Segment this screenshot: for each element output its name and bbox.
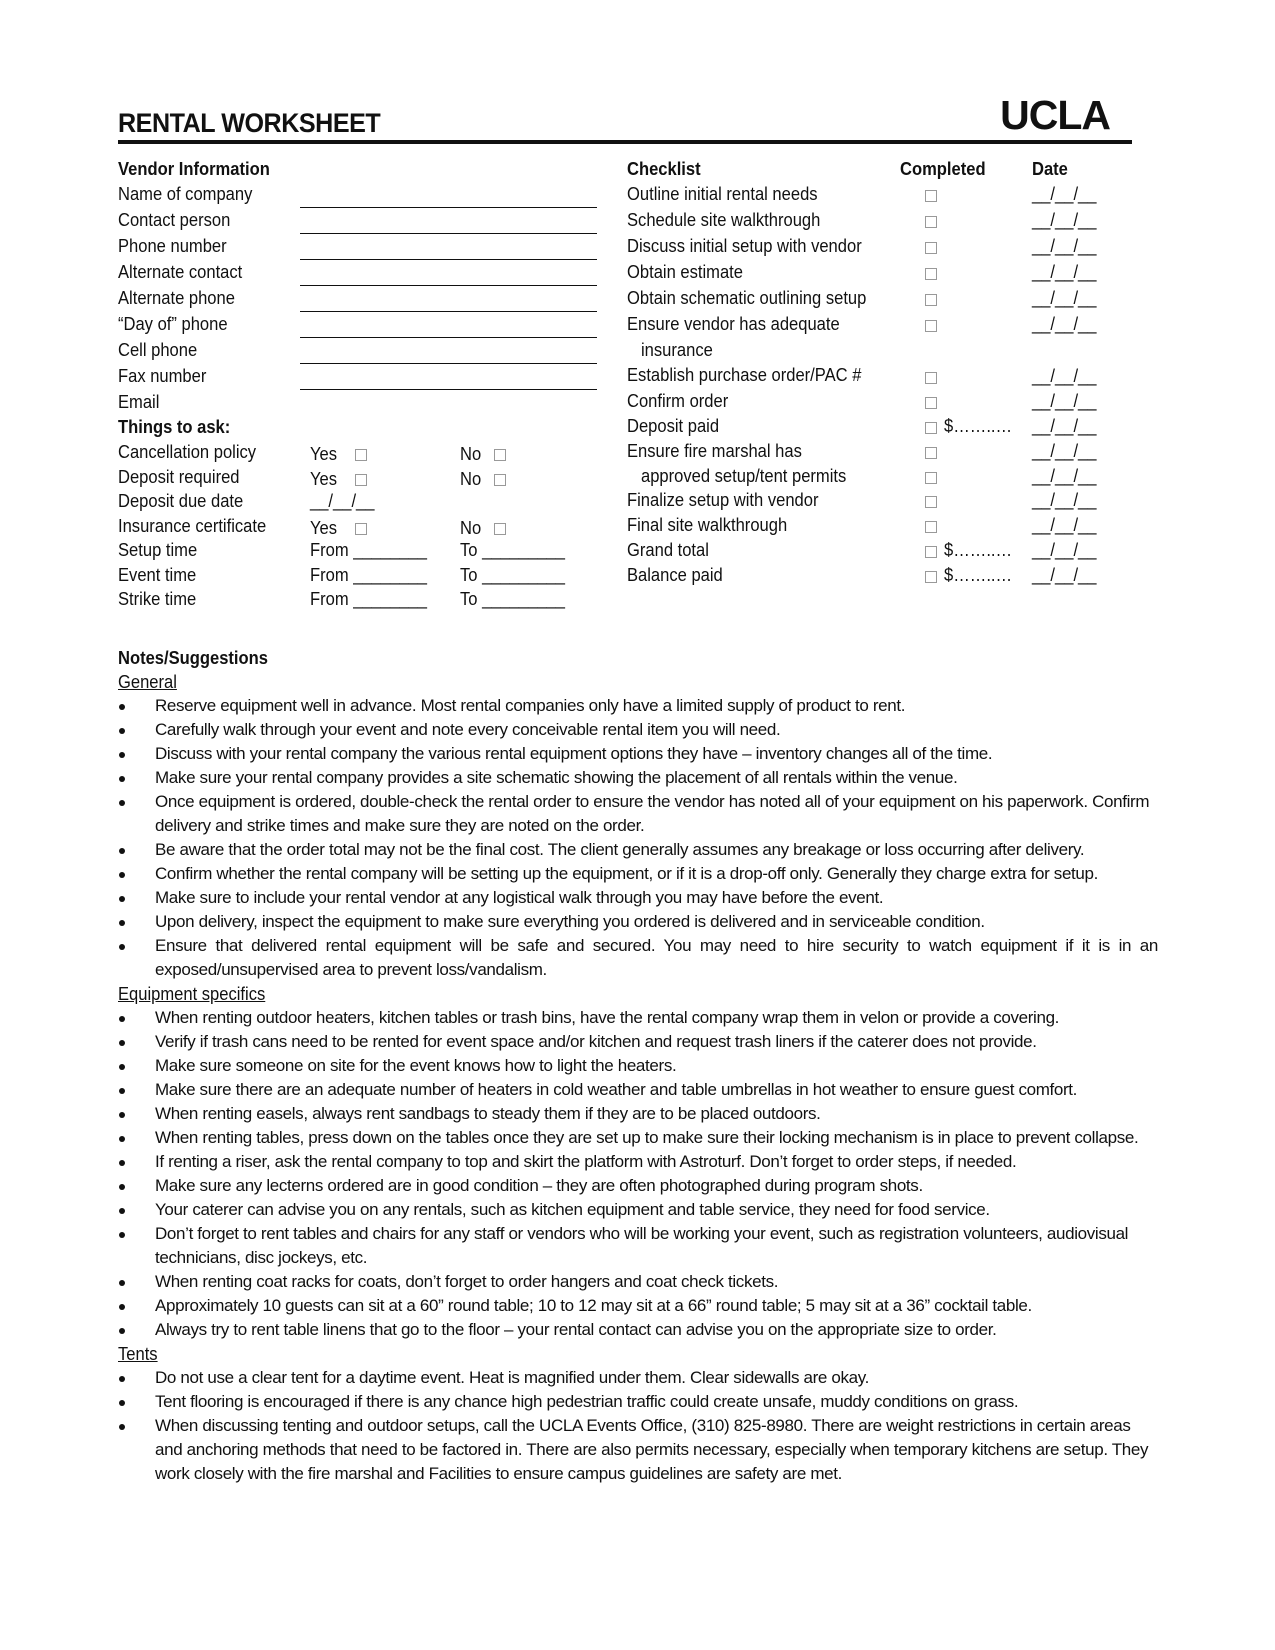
list-item-text: Make sure any lecterns ordered are in good condition – they are often photographed during program shots. (155, 1176, 923, 1195)
deposit-due-date[interactable]: __/__/__ (310, 491, 375, 511)
list-item-text: Confirm whether the rental company will be setting up the equipment, or if it is a drop-off only. Generally they charge extra for setup. (155, 864, 1098, 883)
list-item-text: Upon delivery, inspect the equipment to make sure everything you ordered is delivered and in serviceable condition. (155, 912, 985, 931)
setup-time-from[interactable]: From ________ (310, 540, 427, 560)
deposit-required-label: Deposit required (118, 467, 240, 487)
list-item (118, 862, 1158, 886)
checklist-item-date[interactable]: __/__/__ (1032, 565, 1097, 585)
list-item-text: When renting tables, press down on the tables once they are set up to make sure their locking mechanism is in place to prevent collapse. (155, 1128, 1139, 1147)
checklist-heading: Checklist (627, 159, 701, 179)
event-time-to[interactable]: To _________ (460, 565, 565, 585)
checklist-item-date[interactable]: __/__/__ (1032, 366, 1097, 386)
bullet-icon (119, 1328, 125, 1334)
cancellation-yes-label: Yes (310, 444, 338, 464)
list-item (118, 838, 1158, 862)
list-item-text: Carefully walk through your event and note every conceivable rental item you will need. (155, 720, 781, 739)
checklist-item-date[interactable]: __/__/__ (1032, 288, 1097, 308)
checklist-item-label: Schedule site walkthrough (627, 210, 821, 230)
checklist-item-date[interactable]: __/__/__ (1032, 391, 1097, 411)
checklist-item-checkbox[interactable] (925, 190, 937, 202)
vendor-field-alt-contact[interactable] (300, 285, 597, 286)
vendor-label-alt-contact: Alternate contact (118, 262, 243, 282)
list-item (118, 790, 1158, 838)
checklist-item-date[interactable]: __/__/__ (1032, 466, 1097, 486)
checklist-item-checkbox[interactable] (925, 294, 937, 306)
list-item-text: Be aware that the order total may not be the final cost. The client generally assumes any breakage or loss occurring after delivery. (155, 840, 1085, 859)
checklist-item-checkbox[interactable] (925, 422, 937, 434)
list-item-text: Always try to rent table linens that go to the floor – your rental contact can advise you on the appropriate size to order. (155, 1320, 997, 1339)
bullet-icon (119, 1064, 125, 1070)
list-item (118, 934, 1158, 982)
document-title: RENTAL WORKSHEET (118, 108, 381, 138)
ucla-logo: UCLA (1000, 92, 1110, 138)
list-item-text: Reserve equipment well in advance. Most rental companies only have a limited supply of product to rent. (155, 696, 906, 715)
bullet-icon (119, 1400, 125, 1406)
bullet-icon (119, 1304, 125, 1310)
deposit-required-no-label: No (460, 469, 482, 489)
checklist-item-date[interactable]: __/__/__ (1032, 210, 1097, 230)
cancellation-label: Cancellation policy (118, 442, 257, 462)
cancellation-yes-checkbox[interactable] (355, 449, 367, 461)
bullet-icon (119, 800, 125, 806)
list-item (118, 1006, 1158, 1030)
vendor-field-alt-phone[interactable] (300, 311, 597, 312)
checklist-item-checkbox[interactable] (925, 372, 937, 384)
checklist-item-date[interactable]: __/__/__ (1032, 441, 1097, 461)
event-time-from[interactable]: From ________ (310, 565, 427, 585)
bullet-icon (119, 728, 125, 734)
list-item-text: When discussing tenting and outdoor setups, call the UCLA Events Office, (310) 825-8980. There are weight restrictions in certain areas and anchoring methods that need to be factored in. There are also permits necessary, especially when temporary kitchens are setup. They work closely with the fire marshal and Facilities to ensure campus guidelines are safety are met. (155, 1416, 1149, 1483)
checklist-item-label: Balance paid (627, 565, 723, 585)
vendor-label-phone: Phone number (118, 236, 227, 256)
bullet-icon (119, 1280, 125, 1286)
list-item-text: Make sure your rental company provides a site schematic showing the placement of all rentals within the venue. (155, 768, 958, 787)
deposit-due-label: Deposit due date (118, 491, 244, 511)
bullet-icon (119, 1136, 125, 1142)
checklist-item-label: Ensure vendor has adequate (627, 314, 840, 334)
list-item-text: When renting outdoor heaters, kitchen tables or trash bins, have the rental company wrap them in velon or provide a covering. (155, 1008, 1060, 1027)
checklist-item-label: Establish purchase order/PAC # (627, 365, 862, 385)
notes-section (118, 646, 1158, 1486)
bullet-icon (119, 1232, 125, 1238)
setup-time-label: Setup time (118, 540, 198, 560)
checklist-item-label: Ensure fire marshal has (627, 441, 802, 461)
checklist-item-date[interactable]: __/__/__ (1032, 416, 1097, 436)
checklist-item-label: Obtain schematic outlining setup (627, 288, 867, 308)
vendor-heading: Vendor Information (118, 159, 270, 179)
checklist-item-label: Finalize setup with vendor (627, 490, 819, 510)
checklist-item-checkbox[interactable] (925, 320, 937, 332)
checklist-item-checkbox[interactable] (925, 571, 937, 583)
list-item-text: Once equipment is ordered, double-check the rental order to ensure the vendor has noted all of your equipment on his paperwork. Confirm delivery and strike times and make sure they are noted on the order. (155, 792, 1150, 835)
bullet-icon (119, 1160, 125, 1166)
deposit-required-no-checkbox[interactable] (494, 474, 506, 486)
bullet-icon (119, 896, 125, 902)
list-item (118, 742, 1158, 766)
bullet-icon (119, 704, 125, 710)
checklist-item-label: approved setup/tent permits (641, 466, 847, 486)
list-item (118, 1174, 1158, 1198)
list-item (118, 1318, 1158, 1342)
bullet-icon (119, 848, 125, 854)
checklist-item-checkbox[interactable] (925, 268, 937, 280)
vendor-label-contact: Contact person (118, 210, 231, 230)
checklist-item-amount[interactable]: $……..… (944, 565, 1013, 585)
list-item-text: Make sure there are an adequate number of heaters in cold weather and table umbrellas in hot weather to ensure guest comfort. (155, 1080, 1078, 1099)
checklist-item-checkbox[interactable] (925, 242, 937, 254)
list-item (118, 1078, 1158, 1102)
list-item-text: Verify if trash cans need to be rented for event space and/or kitchen and request trash liners if the caterer does not provide. (155, 1032, 1037, 1051)
bullet-icon (119, 1040, 125, 1046)
notes-title: Notes/Suggestions (118, 648, 268, 668)
bullet-icon (119, 1208, 125, 1214)
bullet-icon (119, 1016, 125, 1022)
notes-tents-heading: Tents (118, 1344, 158, 1364)
list-item (118, 910, 1158, 934)
vendor-label-day-of-phone: “Day of” phone (118, 314, 228, 334)
checklist-item-label: Discuss initial setup with vendor (627, 236, 862, 256)
checklist-item-amount[interactable]: $……..… (944, 416, 1013, 436)
insurance-no-checkbox[interactable] (494, 523, 506, 535)
vendor-label-email: Email (118, 392, 160, 412)
checklist-item-date[interactable]: __/__/__ (1032, 314, 1097, 334)
notes-general-heading: General (118, 672, 177, 692)
insurance-yes-label: Yes (310, 518, 338, 538)
checklist-item-date[interactable]: __/__/__ (1032, 236, 1097, 256)
list-item (118, 766, 1158, 790)
notes-equipment-heading: Equipment specifics (118, 984, 266, 1004)
checklist-item-amount[interactable]: $……..… (944, 540, 1013, 560)
list-item (118, 1270, 1158, 1294)
list-item (118, 694, 1158, 718)
list-item-text: When renting easels, always rent sandbags to steady them if they are to be placed outdoors. (155, 1104, 821, 1123)
header-rule (118, 140, 1132, 144)
list-item (118, 1390, 1158, 1414)
insurance-yes-checkbox[interactable] (355, 523, 367, 535)
deposit-required-yes-label: Yes (310, 469, 338, 489)
list-item (118, 1222, 1158, 1270)
list-item-text: Tent flooring is encouraged if there is any chance high pedestrian traffic could create unsafe, muddy conditions on grass. (155, 1392, 1019, 1411)
vendor-field-contact[interactable] (300, 233, 597, 234)
bullet-icon (119, 1184, 125, 1190)
checklist-item-date[interactable]: __/__/__ (1032, 184, 1097, 204)
bullet-icon (119, 1376, 125, 1382)
checklist-item-checkbox[interactable] (925, 496, 937, 508)
notes-tents-list (118, 1366, 1158, 1486)
cancellation-no-label: No (460, 444, 482, 464)
bullet-icon (119, 776, 125, 782)
list-item-text: If renting a riser, ask the rental company to top and skirt the platform with Astroturf. Don’t forget to order steps, if needed. (155, 1152, 1017, 1171)
strike-time-to[interactable]: To _________ (460, 589, 565, 609)
vendor-label-alt-phone: Alternate phone (118, 288, 235, 308)
strike-time-from[interactable]: From ________ (310, 589, 427, 609)
list-item-text: Approximately 10 guests can sit at a 60” round table; 10 to 12 may sit at a 66” round table; 5 may sit at a 36” cocktail table. (155, 1296, 1032, 1315)
checklist-item-label: Grand total (627, 540, 709, 560)
list-item (118, 1294, 1158, 1318)
list-item (118, 1366, 1158, 1390)
event-time-label: Event time (118, 565, 197, 585)
insurance-label: Insurance certificate (118, 516, 267, 536)
list-item (118, 1126, 1158, 1150)
list-item (118, 718, 1158, 742)
things-heading: Things to ask: (118, 417, 231, 437)
insurance-no-label: No (460, 518, 482, 538)
checklist-item-label-continued: insurance (641, 340, 713, 360)
bullet-icon (119, 1088, 125, 1094)
checklist-item-label: Deposit paid (627, 416, 720, 436)
checklist-item-date[interactable]: __/__/__ (1032, 540, 1097, 560)
vendor-field-phone[interactable] (300, 259, 597, 260)
list-item (118, 1054, 1158, 1078)
checklist-item-checkbox[interactable] (925, 521, 937, 533)
checklist-item-label: Final site walkthrough (627, 515, 788, 535)
list-item (118, 1030, 1158, 1054)
bullet-icon (119, 944, 125, 950)
list-item-text: Do not use a clear tent for a daytime event. Heat is magnified under them. Clear sidewalls are okay. (155, 1368, 870, 1387)
list-item (118, 1150, 1158, 1174)
deposit-required-yes-checkbox[interactable] (355, 474, 367, 486)
document-header (118, 92, 1132, 142)
setup-time-to[interactable]: To _________ (460, 540, 565, 560)
vendor-label-company: Name of company (118, 184, 253, 204)
checklist-item-label: Obtain estimate (627, 262, 743, 282)
bullet-icon (119, 872, 125, 878)
notes-equipment-list (118, 1006, 1158, 1342)
checklist-item-label: Confirm order (627, 391, 729, 411)
cancellation-no-checkbox[interactable] (494, 449, 506, 461)
checklist-item-date[interactable]: __/__/__ (1032, 490, 1097, 510)
list-item-text: Your caterer can advise you on any rentals, such as kitchen equipment and table service, they need for food service. (155, 1200, 990, 1219)
list-item-text: Make sure someone on site for the event knows how to light the heaters. (155, 1056, 677, 1075)
strike-time-label: Strike time (118, 589, 197, 609)
vendor-field-cell[interactable] (300, 363, 597, 364)
bullet-icon (119, 752, 125, 758)
checklist-item-date[interactable]: __/__/__ (1032, 515, 1097, 535)
checklist-item-checkbox[interactable] (925, 216, 937, 228)
checklist-item-checkbox[interactable] (925, 397, 937, 409)
list-item-text: Don’t forget to rent tables and chairs for any staff or vendors who will be working your event, such as registration volunteers, audiovisual technicians, disc jockeys, etc. (155, 1224, 1129, 1267)
vendor-label-fax: Fax number (118, 366, 207, 386)
vendor-field-company[interactable] (300, 207, 597, 208)
checklist-item-checkbox[interactable] (925, 546, 937, 558)
list-item-text: Make sure to include your rental vendor at any logistical walk through you may have before the event. (155, 888, 884, 907)
checklist-item-label: Outline initial rental needs (627, 184, 818, 204)
vendor-field-fax[interactable] (300, 389, 597, 390)
list-item (118, 1414, 1158, 1486)
checklist-item-checkbox[interactable] (925, 472, 937, 484)
checklist-item-checkbox[interactable] (925, 447, 937, 459)
list-item (118, 1198, 1158, 1222)
vendor-label-cell: Cell phone (118, 340, 198, 360)
completed-heading: Completed (900, 159, 986, 179)
list-item (118, 886, 1158, 910)
bullet-icon (119, 920, 125, 926)
bullet-icon (119, 1112, 125, 1118)
checklist-item-date[interactable]: __/__/__ (1032, 262, 1097, 282)
list-item-text: Ensure that delivered rental equipment will be safe and secured. You may need to hire security to watch equipment if it is in an exposed/unsupervised area to prevent loss/vandalism. (155, 936, 1158, 979)
list-item-text: When renting coat racks for coats, don’t forget to order hangers and coat check tickets. (155, 1272, 779, 1291)
list-item (118, 1102, 1158, 1126)
vendor-field-day-of-phone[interactable] (300, 337, 597, 338)
bullet-icon (119, 1424, 125, 1430)
date-heading: Date (1032, 159, 1068, 179)
notes-general-list (118, 694, 1158, 982)
list-item-text: Discuss with your rental company the various rental equipment options they have – inventory changes all of the time. (155, 744, 993, 763)
